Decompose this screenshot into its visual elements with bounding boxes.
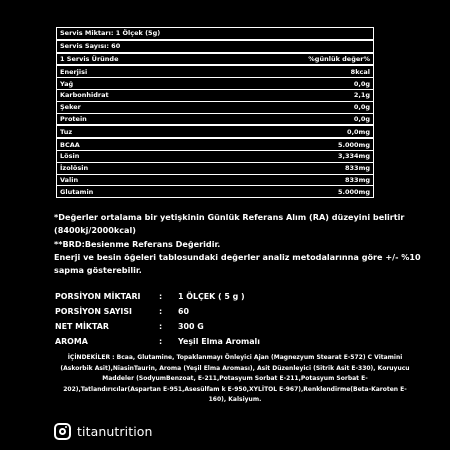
note-brd: **BRD:Besienme Referans Değeridir. xyxy=(54,238,221,249)
nutrient-value: 8kcal xyxy=(211,65,373,77)
table-row xyxy=(57,78,374,90)
table-row xyxy=(57,125,374,138)
table-row xyxy=(57,150,374,162)
ingredients-label: İÇİNDEKİLER : xyxy=(67,354,115,361)
social-handle xyxy=(54,420,153,442)
table-row xyxy=(57,89,374,101)
spec-value: Yeşil Elma Aromalı xyxy=(178,337,260,346)
spec-separator: : xyxy=(159,322,163,331)
nutrient-value: 833mg xyxy=(211,174,373,186)
table-row xyxy=(57,28,374,40)
ingredients-text: Bcaa, Glutamine, Topaklanmayı Önleyici Ajan (Magnezyum Stearat E-572) C Vitamini (Askorbik Asit),NiasinTaurin, Aroma (Yeşil Elma Aroması), Asit Düzenleyici (Sitrik Asit E-330), Koruyucu Maddeler (SodyumBenzoat, E-211,Potasyum Sorbat E-211,Potasyum Sorbat E-202),Tatlandırıcılar(Aspartan E-951,Asesülfam k E-950,XYLİTOL E-967),Renklendirme(Beta-Karoten E-160), Kalsiyum. xyxy=(60,354,410,404)
ingredients-block xyxy=(55,353,415,406)
spec-separator: : xyxy=(159,337,163,346)
table-row xyxy=(57,174,374,186)
note-deviation: Enerji ve besin öğeleri tablosundaki değerler analiz metodalarınna göre +/- %10 sapma gösterebilir. xyxy=(54,251,421,276)
table-row xyxy=(57,40,374,53)
spec-key: AROMA xyxy=(55,337,88,346)
nutrient-value: 0,0g xyxy=(211,78,373,90)
nutrient-value: 5.000mg xyxy=(338,187,370,196)
nutrient-name: Glutamin xyxy=(60,187,94,196)
reference-notes xyxy=(54,211,424,277)
nutrient-name: Protein xyxy=(57,113,212,125)
nutrient-value: 833mg xyxy=(211,162,373,174)
header-left: 1 Servis Üründe xyxy=(57,53,212,66)
spec-value: 300 G xyxy=(178,322,204,331)
spec-key: PORSİYON MİKTARI xyxy=(55,292,141,301)
spec-separator: : xyxy=(159,292,163,301)
nutrient-value: 0,0g xyxy=(211,101,373,113)
nutrient-value: 2,1g xyxy=(211,89,373,101)
serving-size: Servis Miktarı: 1 Ölçek (5g) xyxy=(57,28,374,40)
nutrient-name: Valin xyxy=(57,174,212,186)
spec-key: PORSİYON SAYISI xyxy=(55,307,132,316)
header-right: %günlük değer% xyxy=(211,53,373,66)
nutrient-name: İzolösin xyxy=(57,162,212,174)
spec-value: 60 xyxy=(178,307,189,316)
table-row xyxy=(57,186,374,198)
nutrient-value: 3,334mg xyxy=(211,150,373,162)
nutrient-value: 0,0mg xyxy=(211,125,373,138)
spec-value: 1 ÖLÇEK ( 5 g ) xyxy=(178,292,245,301)
nutrient-value: 0,0g xyxy=(211,113,373,125)
table-row xyxy=(57,65,374,77)
spec-key: NET MİKTAR xyxy=(55,322,109,331)
table-row xyxy=(57,113,374,125)
nutrition-facts-table xyxy=(56,27,374,198)
table-row xyxy=(57,138,374,150)
nutrient-name: Tuz xyxy=(57,125,212,138)
nutrient-name: Lösin xyxy=(57,150,212,162)
note-reference-intake: *Değerler ortalama bir yetişkinin Günlük Referans Alım (RA) düzeyini belirtir (8400kj/2000kcal) xyxy=(54,212,405,236)
nutrient-name: BCAA xyxy=(57,138,212,150)
table-row xyxy=(57,101,374,113)
nutrient-name: Enerjisi xyxy=(57,65,212,77)
nutrient-name: Yağ xyxy=(57,78,212,90)
spec-separator: : xyxy=(159,307,163,316)
instagram-icon xyxy=(54,423,71,440)
table-header-row xyxy=(57,53,374,66)
instagram-handle: titanutrition xyxy=(77,423,153,439)
table-row xyxy=(57,162,374,174)
nutrient-name: Karbonhidrat xyxy=(57,89,212,101)
nutrient-name: Şeker xyxy=(57,101,212,113)
nutrient-value: 5.000mg xyxy=(211,138,373,150)
servings-count: Servis Sayısı: 60 xyxy=(57,40,374,53)
